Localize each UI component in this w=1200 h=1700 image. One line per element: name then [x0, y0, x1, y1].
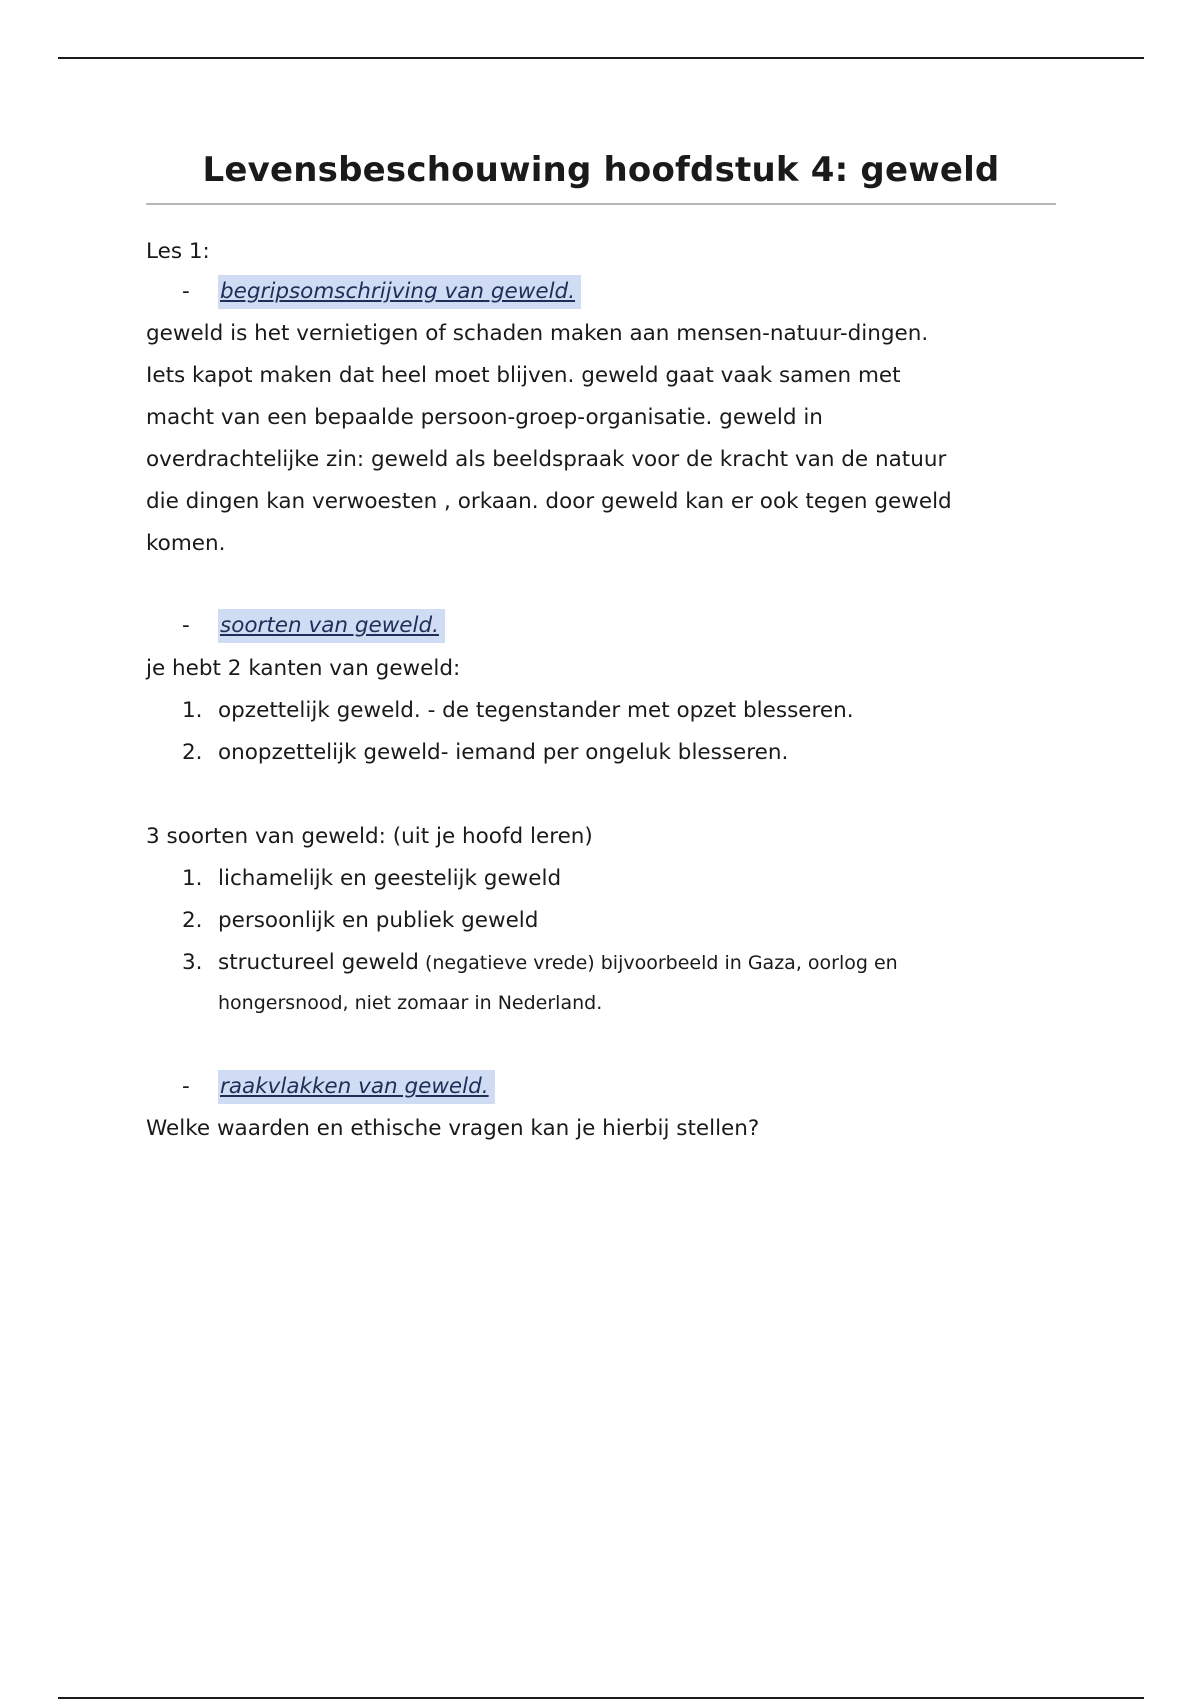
list-number: 2. [182, 908, 203, 933]
types-intro: 3 soorten van geweld: (uit je hoofd leren) [146, 824, 593, 849]
list-item: lichamelijk en geestelijk geweld [218, 866, 562, 891]
definition-line: komen. [146, 531, 226, 556]
title-underline [146, 203, 1056, 205]
bullet-marker: - [182, 279, 190, 304]
list-number: 1. [182, 698, 203, 723]
definition-line: geweld is het vernietigen of schaden maken aan mensen-natuur-dingen. [146, 321, 929, 346]
page-bottom-rule [58, 1697, 1144, 1699]
section-heading-contact-points[interactable]: raakvlakken van geweld. [218, 1070, 495, 1104]
list-item-main: structureel geweld [218, 950, 419, 975]
bullet-marker: - [182, 1074, 190, 1099]
sides-intro: je hebt 2 kanten van geweld: [146, 656, 461, 681]
list-number: 3. [182, 950, 203, 975]
list-item [218, 942, 898, 984]
bullet-marker: - [182, 613, 190, 638]
definition-line: Iets kapot maken dat heel moet blijven. geweld gaat vaak samen met [146, 363, 901, 388]
list-item-detail: (negatieve vrede) bijvoorbeeld in Gaza, oorlog en [418, 952, 898, 974]
section-heading-definition[interactable]: begripsomschrijving van geweld. [218, 275, 581, 309]
page-top-rule [58, 57, 1144, 59]
definition-line: macht van een bepaalde persoon-groep-organisatie. geweld in [146, 405, 823, 430]
lesson-label: Les 1: [146, 239, 210, 264]
page-title: Levensbeschouwing hoofdstuk 4: geweld [202, 150, 1000, 190]
list-number: 2. [182, 740, 203, 765]
definition-line: die dingen kan verwoesten , orkaan. door geweld kan er ook tegen geweld [146, 489, 952, 514]
ethics-question: Welke waarden en ethische vragen kan je hierbij stellen? [146, 1116, 760, 1141]
list-item: opzettelijk geweld. - de tegenstander met opzet blesseren. [218, 698, 854, 723]
list-item: onopzettelijk geweld- iemand per ongeluk blesseren. [218, 740, 789, 765]
section-heading-types[interactable]: soorten van geweld. [218, 609, 445, 643]
list-item-continuation: hongersnood, niet zomaar in Nederland. [218, 992, 603, 1014]
list-item: persoonlijk en publiek geweld [218, 908, 539, 933]
list-number: 1. [182, 866, 203, 891]
definition-line: overdrachtelijke zin: geweld als beeldspraak voor de kracht van de natuur [146, 447, 947, 472]
